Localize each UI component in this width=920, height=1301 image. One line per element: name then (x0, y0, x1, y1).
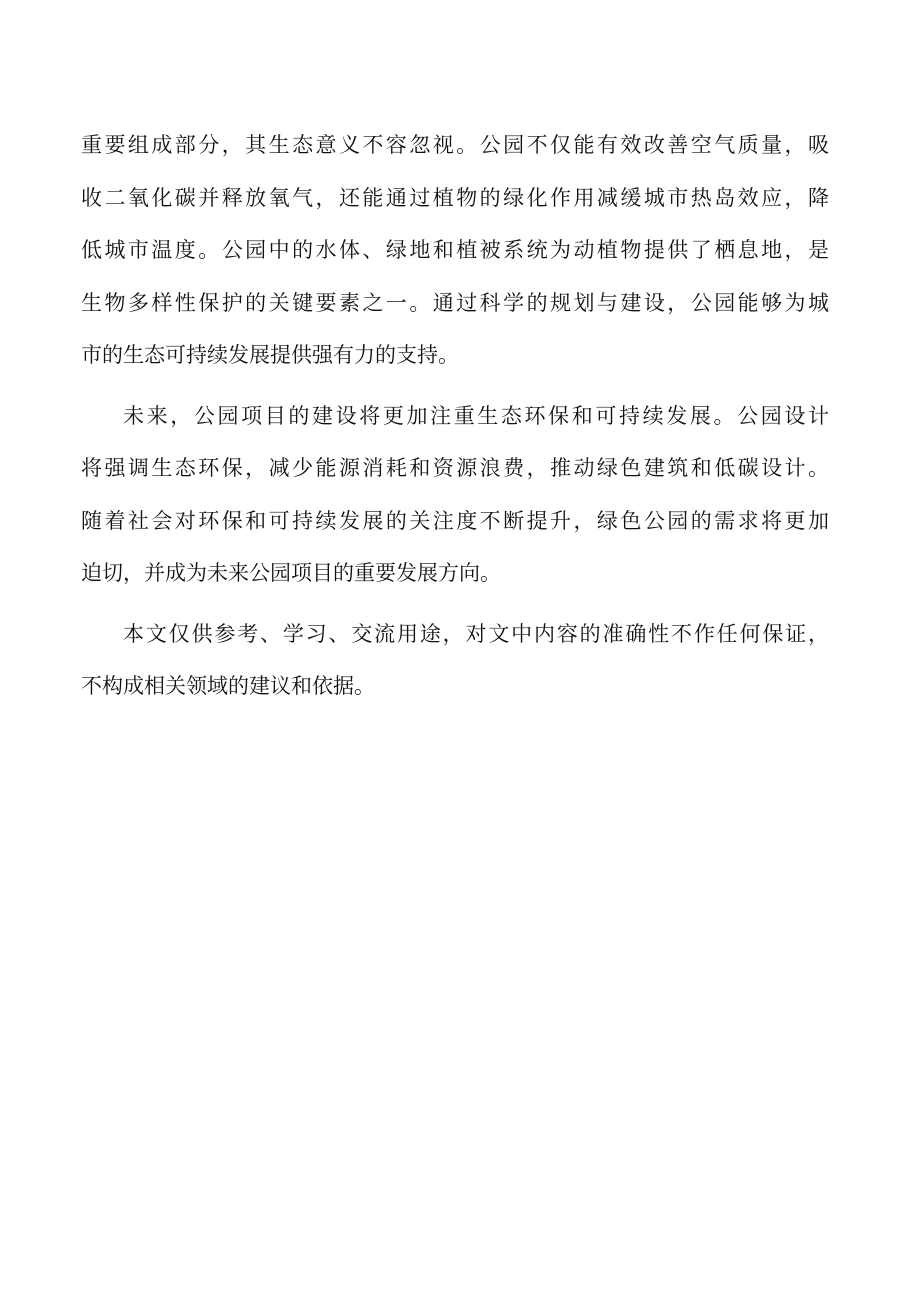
text-line: 收二氧化碳并释放氧气，还能通过植物的绿化作用减缓城市热岛效应，降 (81, 185, 829, 210)
text-line: 随着社会对环保和可持续发展的关注度不断提升，绿色公园的需求将更加 (81, 508, 829, 533)
text-line: 重要组成部分，其生态意义不容忽视。公园不仅能有效改善空气质量，吸 (81, 133, 829, 157)
text-line: 将强调生态环保，减少能源消耗和资源浪费，推动绿色建筑和低碳设计。 (81, 456, 829, 480)
paragraph-disclaimer (81, 608, 829, 713)
text-line: 迫切，并成为未来公园项目的重要发展方向。 (81, 561, 501, 585)
paragraph-future-outlook (81, 390, 829, 600)
paragraph-ecological-significance (81, 119, 829, 382)
text-line: 市的生态可持续发展提供强有力的支持。 (81, 343, 459, 367)
text-line: 未来，公园项目的建设将更加注重生态环保和可持续发展。公园设计 (123, 403, 829, 428)
text-line: 不构成相关领域的建议和依据。 (81, 674, 375, 698)
text-line: 低城市温度。公园中的水体、绿地和植被系统为动植物提供了栖息地，是 (81, 238, 829, 262)
document-body (81, 119, 829, 713)
text-line: 本文仅供参考、学习、交流用途，对文中内容的准确性不作任何保证， (123, 621, 829, 646)
text-line: 生物多样性保护的关键要素之一。通过科学的规划与建设，公园能够为城 (81, 290, 829, 315)
